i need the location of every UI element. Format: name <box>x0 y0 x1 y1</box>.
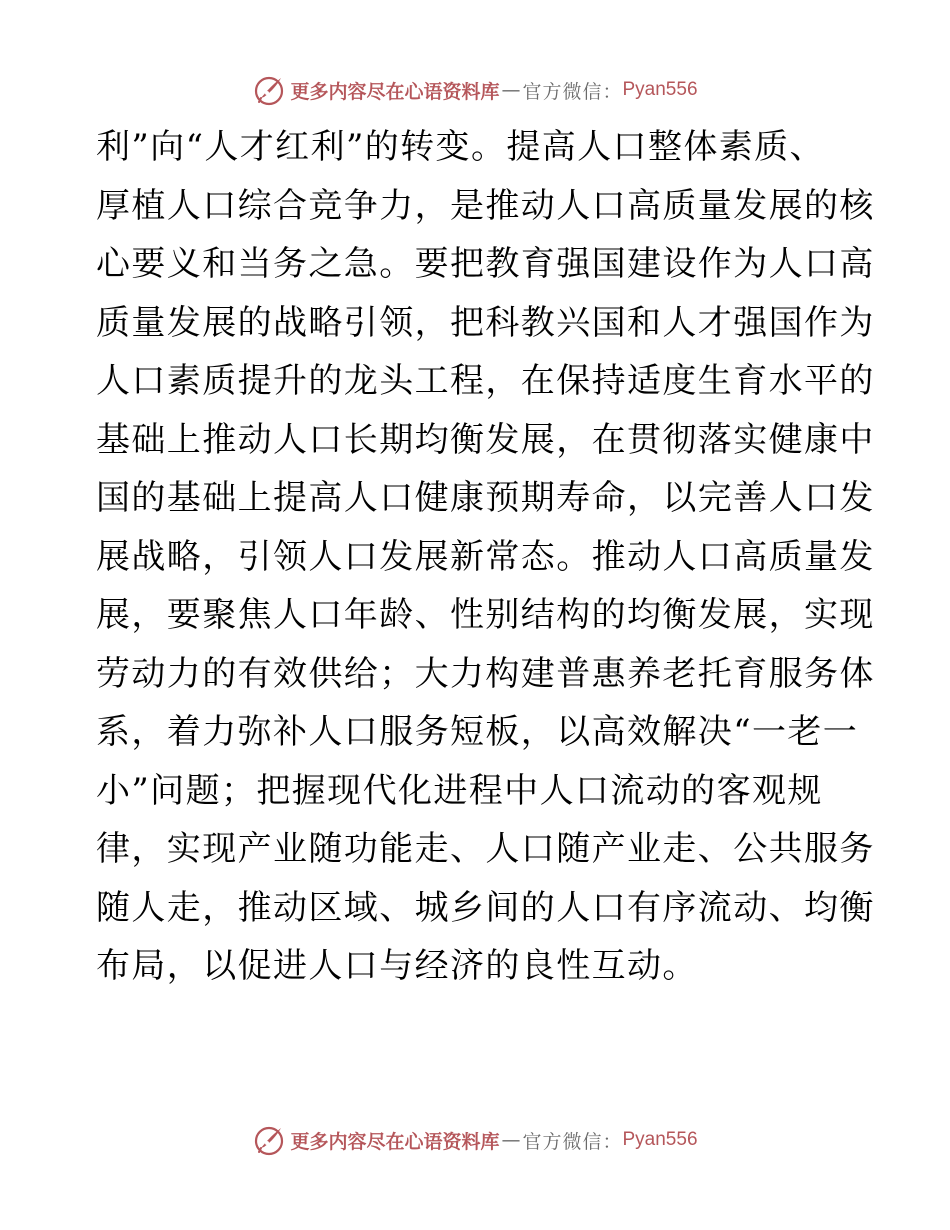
quill-seal-icon <box>252 1123 286 1157</box>
body-line: 利”向“人才红利”的转变。提高人口整体素质、 <box>96 127 825 167</box>
header-promo-text: 更多内容尽在心语资料库 <box>290 80 500 103</box>
body-line: 劳动力的有效供给；大力构建普惠养老托育服务体 <box>96 653 875 694</box>
footer-promo-text: 更多内容尽在心语资料库 <box>290 1130 500 1153</box>
body-line: 系，着力弥补人口服务短板，以高效解决“一老一 <box>96 712 859 752</box>
footer-banner <box>0 1120 950 1160</box>
body-line: 展战略，引领人口发展新常态。推动人口高质量发 <box>96 536 875 577</box>
body-line: 律，实现产业随功能走、人口随产业走、公共服务 <box>96 829 875 869</box>
body-line: 质量发展的战略引领，把科教兴国和人才强国作为 <box>96 302 875 343</box>
footer-wechat-handle: Pyan556 <box>622 1129 698 1150</box>
body-line: 随人走，推动区域、城乡间的人口有序流动、均衡 <box>96 887 875 928</box>
footer-official-label: 官方微信： <box>522 1130 623 1153</box>
footer-separator: — <box>501 1129 521 1151</box>
body-line: 小”问题；把握现代化进程中人口流动的客观规 <box>96 770 823 811</box>
body-line: 人口素质提升的龙头工程，在保持适度生育水平的 <box>96 361 875 401</box>
header-official-label: 官方微信： <box>522 80 623 103</box>
body-line: 布局，以促进人口与经济的良性互动。 <box>96 946 698 986</box>
header-separator: — <box>501 79 521 101</box>
body-line: 心要义和当务之急。要把教育强国建设作为人口高 <box>96 244 875 284</box>
quill-seal-icon <box>252 73 286 107</box>
header-wechat-handle: Pyan556 <box>622 79 698 100</box>
body-line: 国的基础上提高人口健康预期寿命，以完善人口发 <box>96 478 875 518</box>
article-body <box>96 118 875 996</box>
header-banner <box>0 70 950 110</box>
body-line: 厚植人口综合竞争力，是推动人口高质量发展的核 <box>96 185 875 226</box>
body-line: 基础上推动人口长期均衡发展，在贯彻落实健康中 <box>96 419 875 460</box>
body-line: 展，要聚焦人口年龄、性别结构的均衡发展，实现 <box>96 595 875 635</box>
